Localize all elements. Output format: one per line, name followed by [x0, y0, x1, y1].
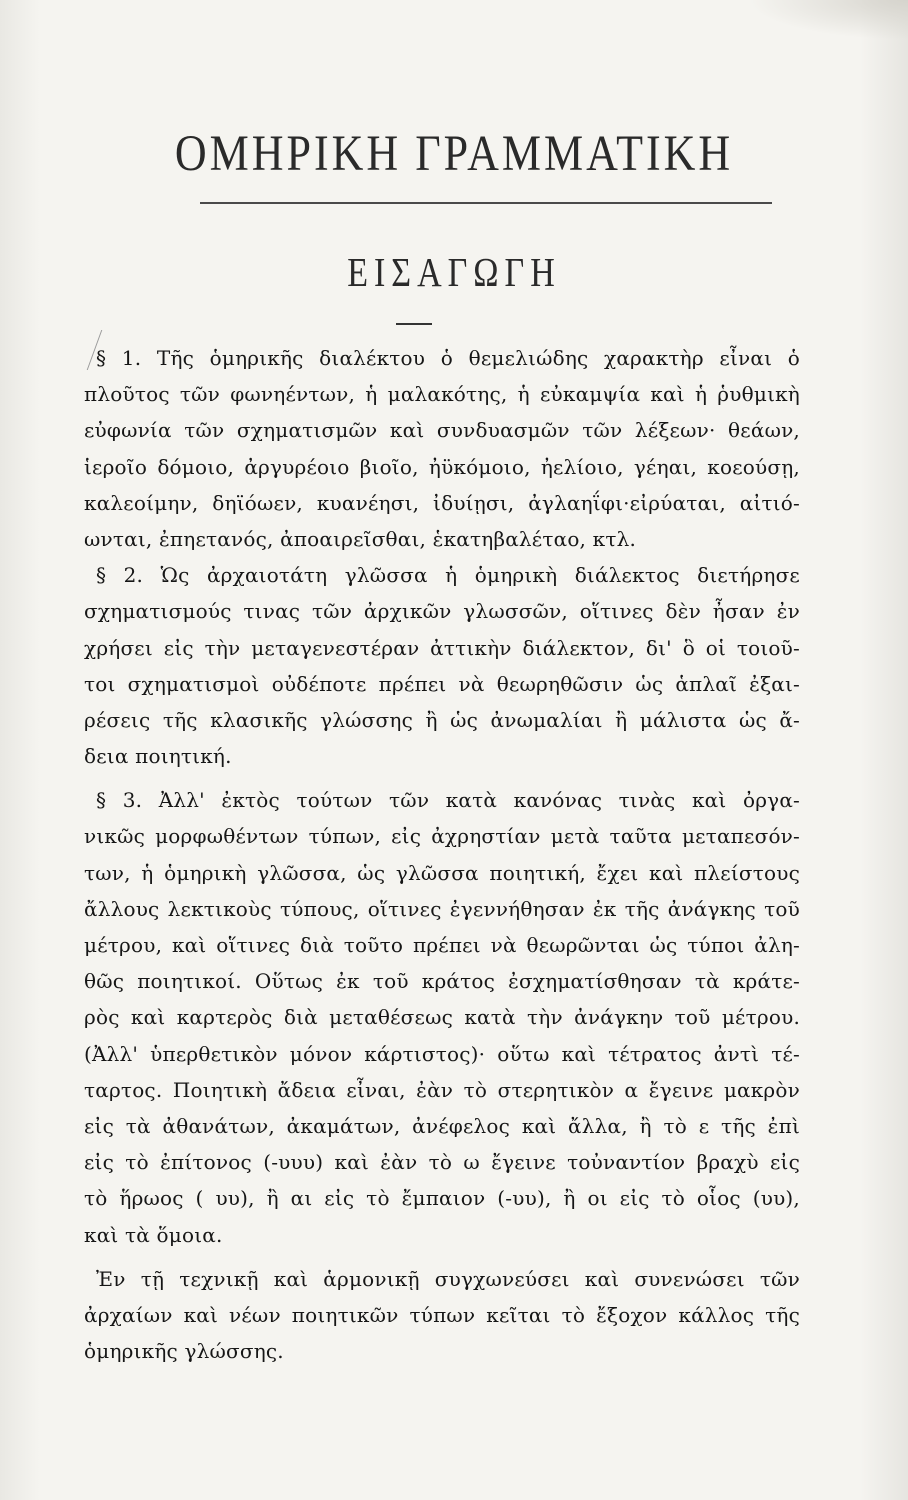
text-line: ἄλλους λεκτικοὺς τύπους, οἵτινες ἐγεννήθησαν ἐκ τῆς ἀνάγκης τοῦ [84, 896, 800, 921]
text-line: ἱεροῖο δόμοιο, ἀργυρέοιο βιοῖο, ἠϋκόμοιο, ἠελίοιο, γέηαι, κοεούσῃ, [84, 454, 800, 479]
text-line: των, ἡ ὁμηρικὴ γλῶσσα, ὡς γλῶσσα ποιητική, ἔχει καὶ πλείστους [84, 860, 800, 885]
text-line: καλεοίμην, δηϊόωεν, κυανέησι, ἰδυίῃσι, ἀγλαηΐφι·εἰρύαται, αἰτιό- [84, 490, 800, 515]
paragraph-gap [84, 1253, 800, 1261]
text-line: ρὸς καὶ καρτερὸς διὰ μεταθέσεως κατὰ τὴν ἀνάγκην τοῦ μέτρου. [84, 1005, 800, 1030]
section-rule [396, 323, 432, 325]
text-line: ἀρχαίων καὶ νέων ποιητικῶν τύπων κεῖται τὸ ἔξοχον κάλλος τῆς [84, 1302, 800, 1327]
text-line: δεια ποιητική. [84, 744, 232, 769]
text-line: ταρτος. Ποιητικὴ ἄδεια εἶναι, ἐὰν τὸ στερητικὸν α ἔγεινε μακρὸν [84, 1077, 800, 1102]
text-line: (Ἀλλ' ὑπερθετικὸν μόνον κάρτιστος)· οὕτω καὶ τέτρατος ἀντὶ τέ- [84, 1041, 800, 1066]
paper-stain [748, 0, 908, 40]
text-line: θῶς ποιητικοί. Οὕτως ἐκ τοῦ κράτος ἐσχηματίσθησαν τὰ κράτε- [84, 969, 800, 994]
text-line: εὐφωνία τῶν σχηματισμῶν καὶ συνδυασμῶν τῶν λέξεων· θεάων, [84, 418, 800, 443]
text-line: ὁμηρικῆς γλώσσης. [84, 1339, 284, 1364]
text-line: § 2. Ὡς ἀρχαιοτάτη γλῶσσα ἡ ὁμηρικὴ διάλεκτος διετήρησε [96, 563, 800, 588]
text-line: μέτρου, καὶ οἵτινες διὰ τοῦτο πρέπει νὰ θεωρῶνται ὡς τύποι ἀλη- [84, 933, 800, 957]
text-line: Ἐν τῇ τεχνικῇ καὶ ἁρμονικῇ συγχωνεύσει καὶ συνενώσει τῶν [96, 1266, 800, 1291]
text-line: τὸ ἥρωος ( υυ), ἢ αι εἰς τὸ ἔμπαιον (-υυ), ἢ οι εἰς τὸ οἷος (υυ), [84, 1186, 800, 1211]
body-text [84, 340, 800, 1369]
title-rule [200, 202, 772, 204]
text-line: καὶ τὰ ὅμοια. [84, 1222, 223, 1247]
text-line: εἰς τὰ ἀθανάτων, ἀκαμάτων, ἀνέφελος καὶ ἄλλα, ἢ τὸ ε τῆς ἐπὶ [84, 1113, 800, 1138]
text-line: ωνται, ἐπηετανός, ἀποαιρεῖσθαι, ἑκατηβαλέταο, κτλ. [84, 526, 637, 551]
text-line: ρέσεις τῆς κλασικῆς γλώσσης ἢ ὡς ἀνωμαλίαι ἢ μάλιστα ὡς ἄ- [84, 707, 800, 732]
text-line: σχηματισμούς τινας τῶν ἀρχικῶν γλωσσῶν, οἵτινες δὲν ἦσαν ἐν [84, 599, 800, 624]
book-title: ΟΜΗΡΙΚΗ ΓΡΑΜΜΑΤΙΚΗ [174, 125, 734, 182]
paragraph-gap [84, 774, 800, 782]
section-title: ΕΙΣΑΓΩΓΗ [347, 251, 561, 296]
text-line: § 1. Τῆς ὁμηρικῆς διαλέκτου ὁ θεμελιώδης χαρακτὴρ εἶναι ὁ [96, 346, 800, 370]
text-line: εἰς τὸ ἐπίτονος (-υυυ) καὶ ἐὰν τὸ ω ἔγεινε τοὐναντίον βραχὺ εἰς [84, 1150, 800, 1175]
text-line: πλοῦτος τῶν φωνηέντων, ἡ μαλακότης, ἡ εὐκαμψία καὶ ἡ ῥυθμικὴ [84, 382, 800, 407]
text-line: τοι σχηματισμοὶ οὐδέποτε πρέπει νὰ θεωρηθῶσιν ὡς ἁπλαῖ ἐξαι- [84, 671, 800, 696]
text-line: χρήσει εἰς τὴν μεταγενεστέραν ἀττικὴν διάλεκτον, δι' ὃ οἱ τοιοῦ- [84, 635, 800, 660]
text-line: § 3. Ἀλλ' ἐκτὸς τούτων τῶν κατὰ κανόνας τινὰς καὶ ὀργα- [96, 788, 800, 813]
text-line: νικῶς μορφωθέντων τύπων, εἰς ἀχρηστίαν μετὰ ταῦτα μεταπεσόν- [84, 824, 800, 849]
